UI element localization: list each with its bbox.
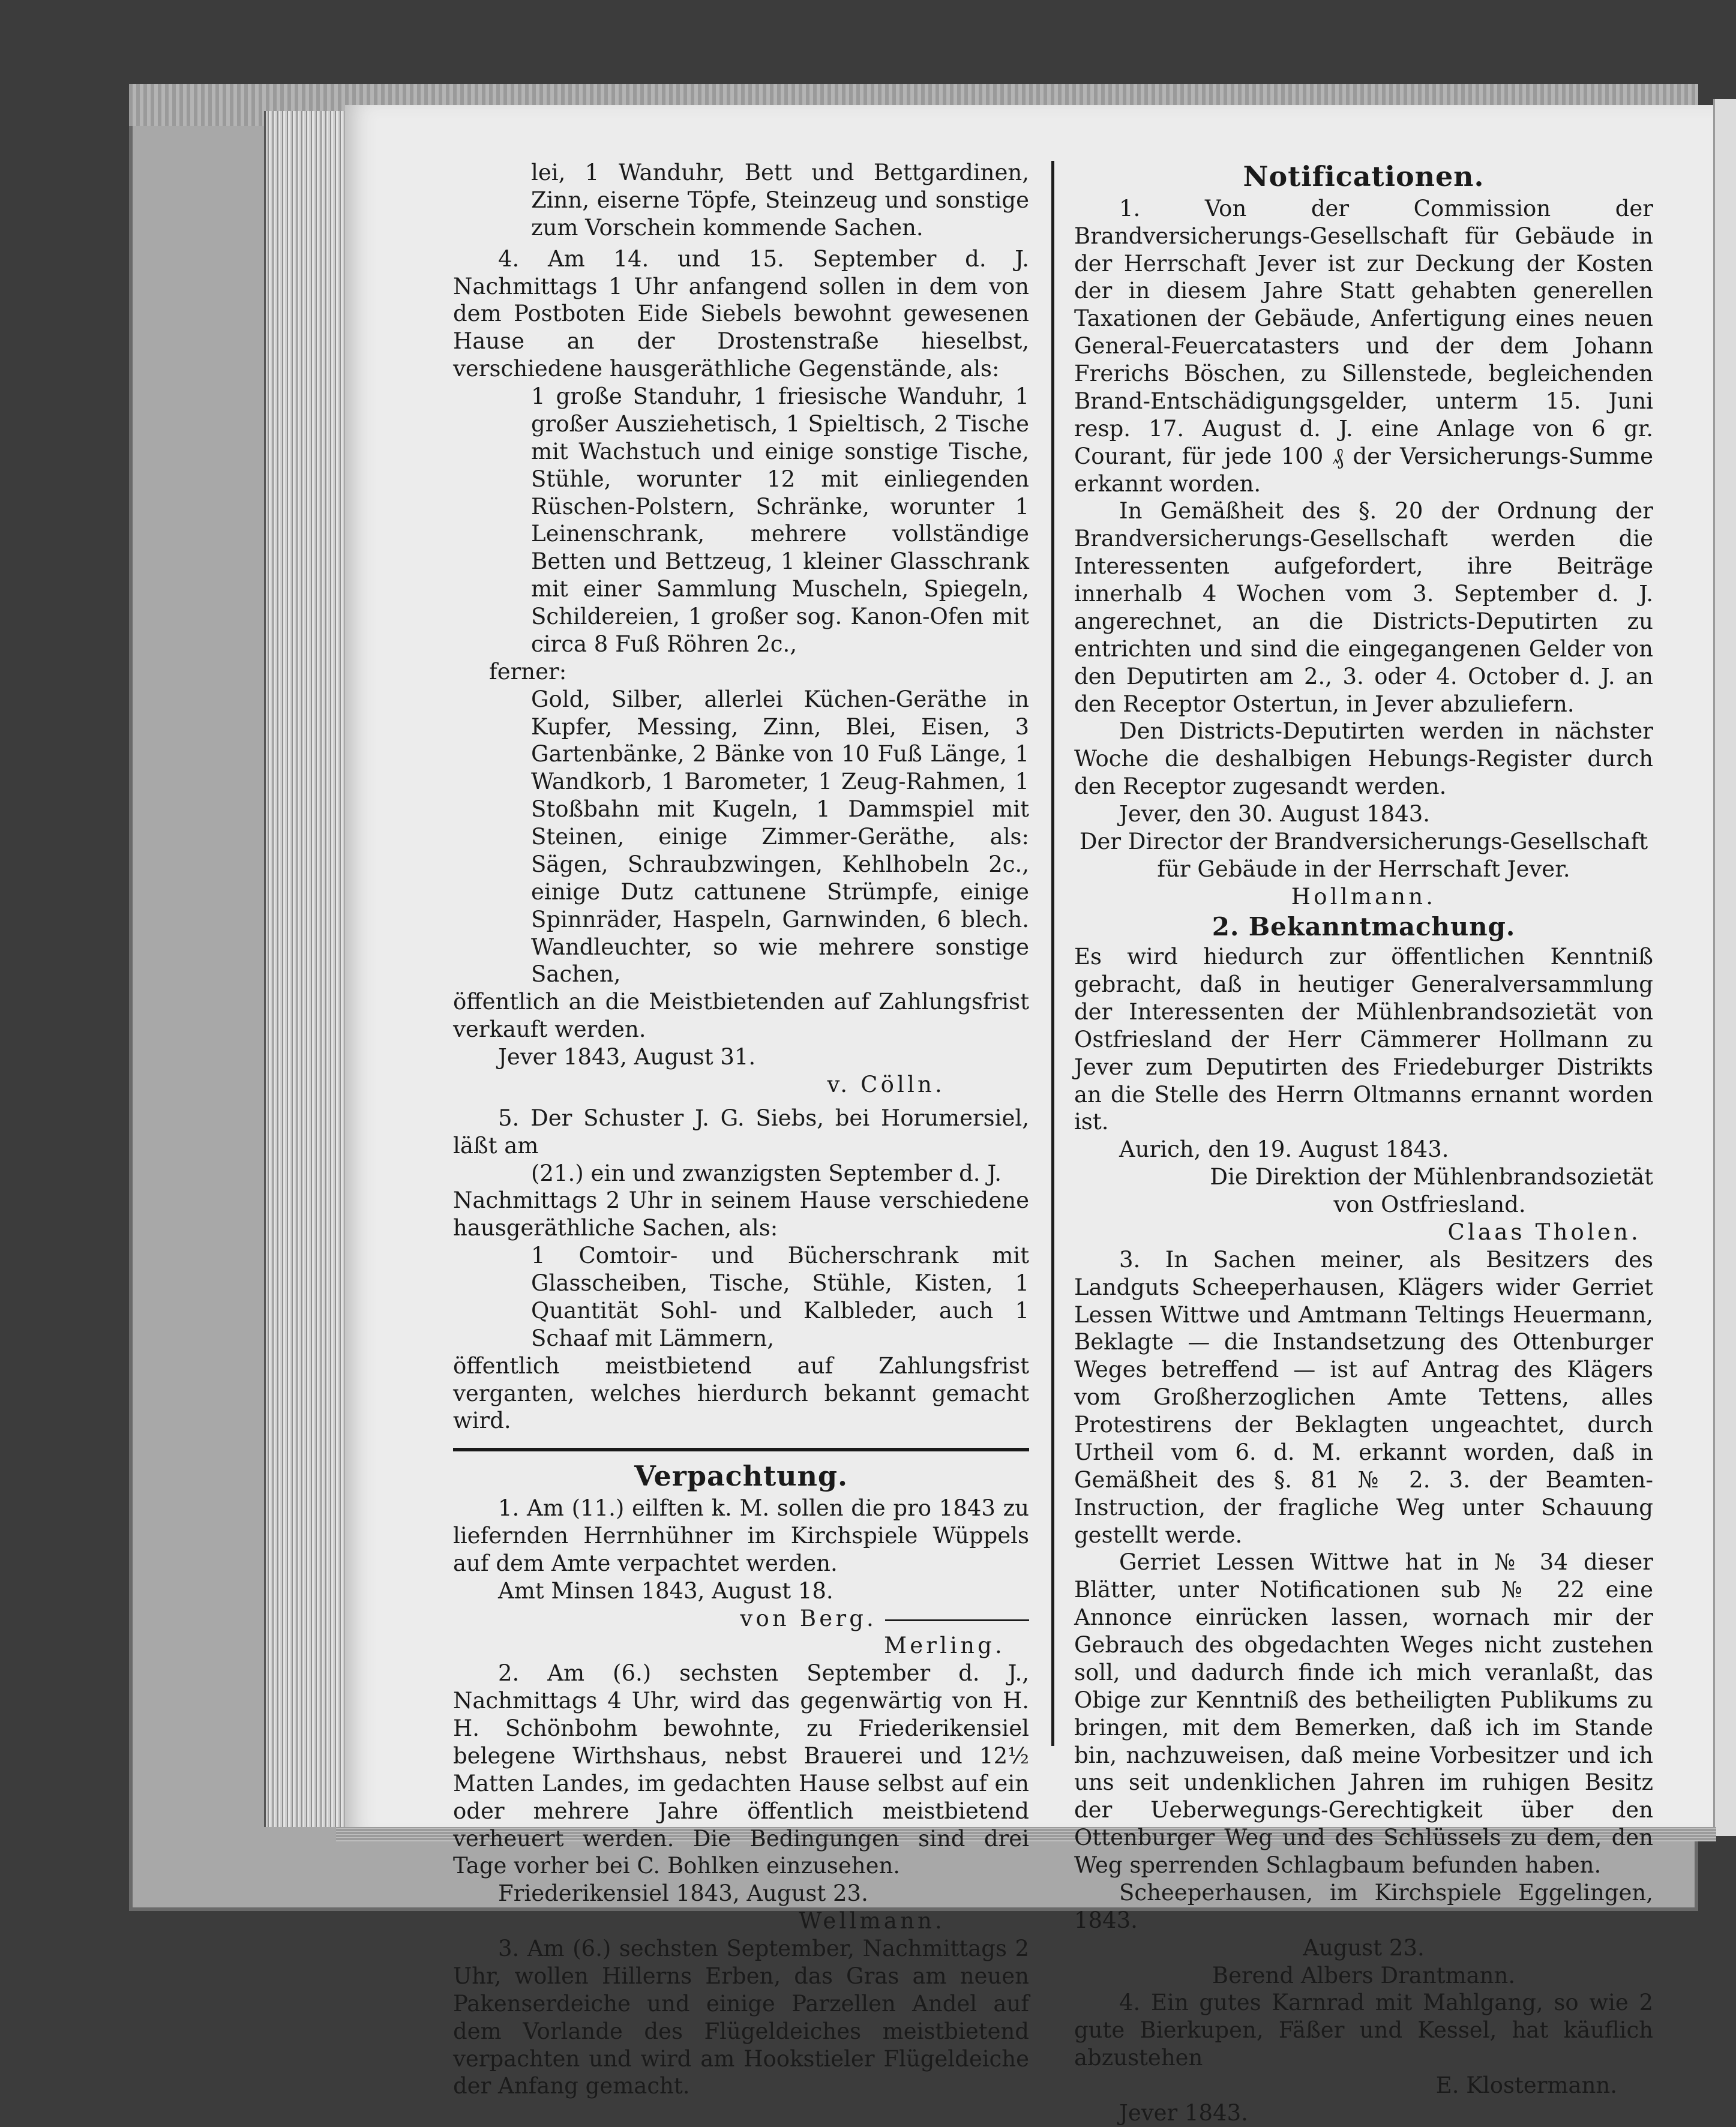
notice-3-date: Scheeperhausen, im Kirchspiele Eggelingen, 1843. [1074, 1879, 1653, 1933]
paragraph-continuation: lei, 1 Wanduhr, Bett und Bettgardinen, Zinn, eiserne Töpfe, Steinzeug und sonstige zum Vorschein kommende Sachen. [531, 160, 1029, 241]
bekanntmachung-heading: 2. Bekanntmachung. [1212, 911, 1516, 941]
notice-4-ferner: ferner: [489, 658, 567, 685]
notice-1-signature-3: Hollmann. [1291, 883, 1437, 910]
notice-3: 3. In Sachen meiner, als Besitzers des Landguts Scheeperhausen, Klägers wider Gerriet Lessen Wittwe und Amtmann Teltings Heuermann, Beklagte — die Instandsetzung des Ottenburger Weges betreffend — ist auf Antrag des Klägers vom Großherzoglichen Amte Tettens, alles Protestirens der Beklagten ungeachtet, durch Urtheil vom 6. d. M. erkannt worden, daß in Gemäßheit des §. 81 № 2. 3. der Beamten-Instruction, der fragliche Weg unter Schauung gestellt werde. [1074, 1246, 1653, 1548]
notice-2: Es wird hiedurch zur öffentlichen Kenntniß gebracht, daß in heutiger Generalversammlung der Interessenten der Mühlenbrandsozietät von Ostfriesland der Herr Cämmerer Hollmann zu Jever zum Deputirten des Friedeburger Distrikts an die Stelle des Herrn Oltmanns ernannt worden ist. [1074, 944, 1653, 1135]
notice-2-signature-1: Die Direktion der Mühlenbrandsozietät [1210, 1164, 1653, 1190]
lease-2-signature: Wellmann. [799, 1908, 945, 1934]
lease-1-signature-2: Merling. [884, 1633, 1005, 1659]
notice-3-date-2: August 23. [1303, 1934, 1425, 1961]
notice-5-body: Nachmittags 2 Uhr in seinem Hause verschiedene hausgeräthliche Sachen, als: [453, 1187, 1029, 1241]
lease-1: 1. Am (11.) eilften k. M. sollen die pro 1843 zu liefernden Herrnhühner im Kirchspiele Wüppels auf dem Amte verpachtet werden. [453, 1495, 1029, 1576]
notice-2-date: Aurich, den 19. August 1843. [1119, 1136, 1449, 1163]
notice-4-date: Jever 1843, August 31. [498, 1044, 756, 1070]
column-divider [1051, 161, 1054, 1746]
notice-2-signature-3: Claas Tholen. [1447, 1219, 1641, 1245]
lease-3: 3. Am (6.) sechsten September, Nachmittags 2 Uhr, wollen Hillerns Erben, das Gras am neuen Pakenserdeiche und einige Parzellen Andel auf dem Vorlande des Flügeldeiches meistbietend verpachten und wird am Hookstieler Flügeldeiche der Anfang gemacht. [453, 1936, 1029, 2099]
lease-1-signature-1 [453, 1605, 1029, 1633]
notice-4: 4. Ein gutes Karnrad mit Mahlgang, so wie 2 gute Bierkupen, Fäßer und Kessel, hat käuflich abzustehen [1074, 1990, 1653, 2071]
page-stack-edge [264, 111, 347, 1827]
lease-1-sig1-text: von Berg. [740, 1605, 877, 1631]
notice-3-b: Gerriet Lessen Wittwe hat in № 34 dieser Blätter, unter Notificationen sub № 22 eine Annonce einrücken lassen, wornach mir der Gebrauch des obgedachten Weges nicht zustehen soll, und dadurch finde ich mich veranlaßt, das Obige zur Kenntniß des betheiligten Publikums zu bringen, mit dem Bemerken, daß ich im Stande bin, nachzuweisen, daß meine Vorbesitzer und ich uns seit undenklichen Jahren im ruhigen Besitz der Ueberwegungs-Gerechtigkeit über den Ottenburger Weg und des Schlüssels zu dem, den Weg sperrenden Schlagbaum befunden haben. [1074, 1549, 1653, 1879]
notice-5-intro: 5. Der Schuster J. G. Siebs, bei Horumersiel, läßt am [453, 1105, 1029, 1159]
next-page-edge [1713, 99, 1736, 1836]
notice-4-signature: v. Cölln. [827, 1071, 945, 1097]
notice-4-end: öffentlich an die Meistbietenden auf Zahlungsfrist verkauft werden. [453, 989, 1029, 1043]
notice-1-c: Den Districts-Deputirten werden in nächster Woche die deshalbigen Hebungs-Register durch den Receptor zugesandt werden. [1074, 718, 1653, 800]
notice-4-items: 1 große Standuhr, 1 friesische Wanduhr, 1 großer Ausziehetisch, 1 Spieltisch, 2 Tische mit Wachstuch und einige sonstige Tische, Stühle, worunter 12 mit einliegenden Rüschen-Polstern, Schränke, worunter 1 Leinenschrank, mehrere vollständige Betten und Bettzeug, 1 kleiner Glasschrank mit einer Sammlung Muscheln, Spiegeln, Schildereien, 1 großer sog. Kanon-Ofen mit circa 8 Fuß Röhren 2c., [531, 383, 1029, 657]
notice-4-items-more: Gold, Silber, allerlei Küchen-Geräthe in Kupfer, Messing, Zinn, Blei, Eisen, 3 Gartenbänke, 2 Bänke von 10 Fuß Länge, 1 Wandkorb, 1 Barometer, 1 Zeug-Rahmen, 1 Stoßbahn mit Kugeln, 1 Dammspiel mit Steinen, einige Zimmer-Geräthe, als: Sägen, Schraubzwingen, Kehlhobeln 2c., einige Dutz cattunene Strümpfe, einige Spinnräder, Haspeln, Garnwinden, 6 blech. Wandleuchter, so wie mehrere sonstige Sachen, [531, 686, 1029, 988]
notificationen-heading: Notificationen. [1243, 160, 1485, 193]
lease-2-date: Friederikensiel 1843, August 23. [498, 1880, 868, 1907]
notice-5-end: öffentlich meistbietend auf Zahlungsfrist verganten, welches hierdurch bekannt gemacht wird. [453, 1352, 1029, 1434]
signature-line [885, 1619, 1029, 1621]
notice-5-date: (21.) ein und zwanzigsten September d. J. [531, 1160, 1002, 1186]
notice-3-signature: Berend Albers Drantmann. [1212, 1962, 1516, 1988]
section-rule [453, 1448, 1029, 1451]
notice-1-signature-1: Der Director der Brandversicherungs-Gesellschaft [1079, 828, 1648, 854]
notice-1-signature-2: für Gebäude in der Herrschaft Jever. [1157, 856, 1570, 882]
notice-4-date: Jever 1843. [1119, 2099, 1248, 2126]
notice-5-items: 1 Comtoir- und Bücherschrank mit Glasscheiben, Tische, Stühle, Kisten, 1 Quantität Sohl- und Kalbleder, auch 1 Schaaf mit Lämmern, [531, 1243, 1029, 1351]
lease-2: 2. Am (6.) sechsten September d. J., Nachmittags 4 Uhr, wird das gegenwärtig von H. H. Schönbohm bewohnte, zu Friederikensiel belegene Wirthshaus, nebst Brauerei und 12½ Matten Landes, im gedachten Hause selbst auf ein oder mehrere Jahre öffentlich meistbietend verheuert werden. Die Bedingungen sind drei Tage vorher bei C. Bohlken einzusehen. [453, 1660, 1029, 1879]
verpachtung-heading: Verpachtung. [634, 1460, 848, 1493]
notice-4-signature: E. Klostermann. [1435, 2072, 1617, 2099]
notice-1-b: In Gemäßheit des §. 20 der Ordnung der Brandversicherungs-Gesellschaft werden die Interessenten aufgefordert, ihre Beiträge innerhalb 4 Wochen vom 3. September d. J. angerechnet, an die Districts-Deputirten zu entrichten und sind die eingegangenen Gelder von den Deputirten am 2., 3. oder 4. October d. J. an den Receptor Ostertun, in Jever abzuliefern. [1074, 498, 1653, 717]
notice-4-intro: 4. Am 14. und 15. September d. J. Nachmittags 1 Uhr anfangend sollen in dem von dem Postboten Eide Siebels bewohnt gewesenen Hause an der Drostenstraße hieselbst, verschiedene hausgeräthliche Gegenstände, als: [453, 245, 1029, 382]
notice-1: 1. Von der Commission der Brandversicherungs-Gesellschaft für Gebäude in der Herrschaft Jever ist zur Deckung der Kosten der in diesem Jahre Statt gehabten generellen Taxationen der Gebäude, Anfertigung eines neuen General-Feuercatasters und der dem Johann Frerichs Böschen, zu Sillenstede, begleichenden Brand-Entschädigungsgelder, unterm 15. Juni resp. 17. August d. J. eine Anlage von 6 gr. Courant, für jede 100 ₰ der Versicherungs-Summe erkannt worden. [1074, 195, 1653, 497]
lease-1-date: Amt Minsen 1843, August 18. [498, 1577, 833, 1604]
notice-1-date: Jever, den 30. August 1843. [1119, 801, 1431, 827]
right-column [1074, 159, 1653, 2127]
notice-2-signature-2: von Ostfriesland. [1333, 1192, 1526, 1218]
left-column [453, 159, 1029, 2100]
